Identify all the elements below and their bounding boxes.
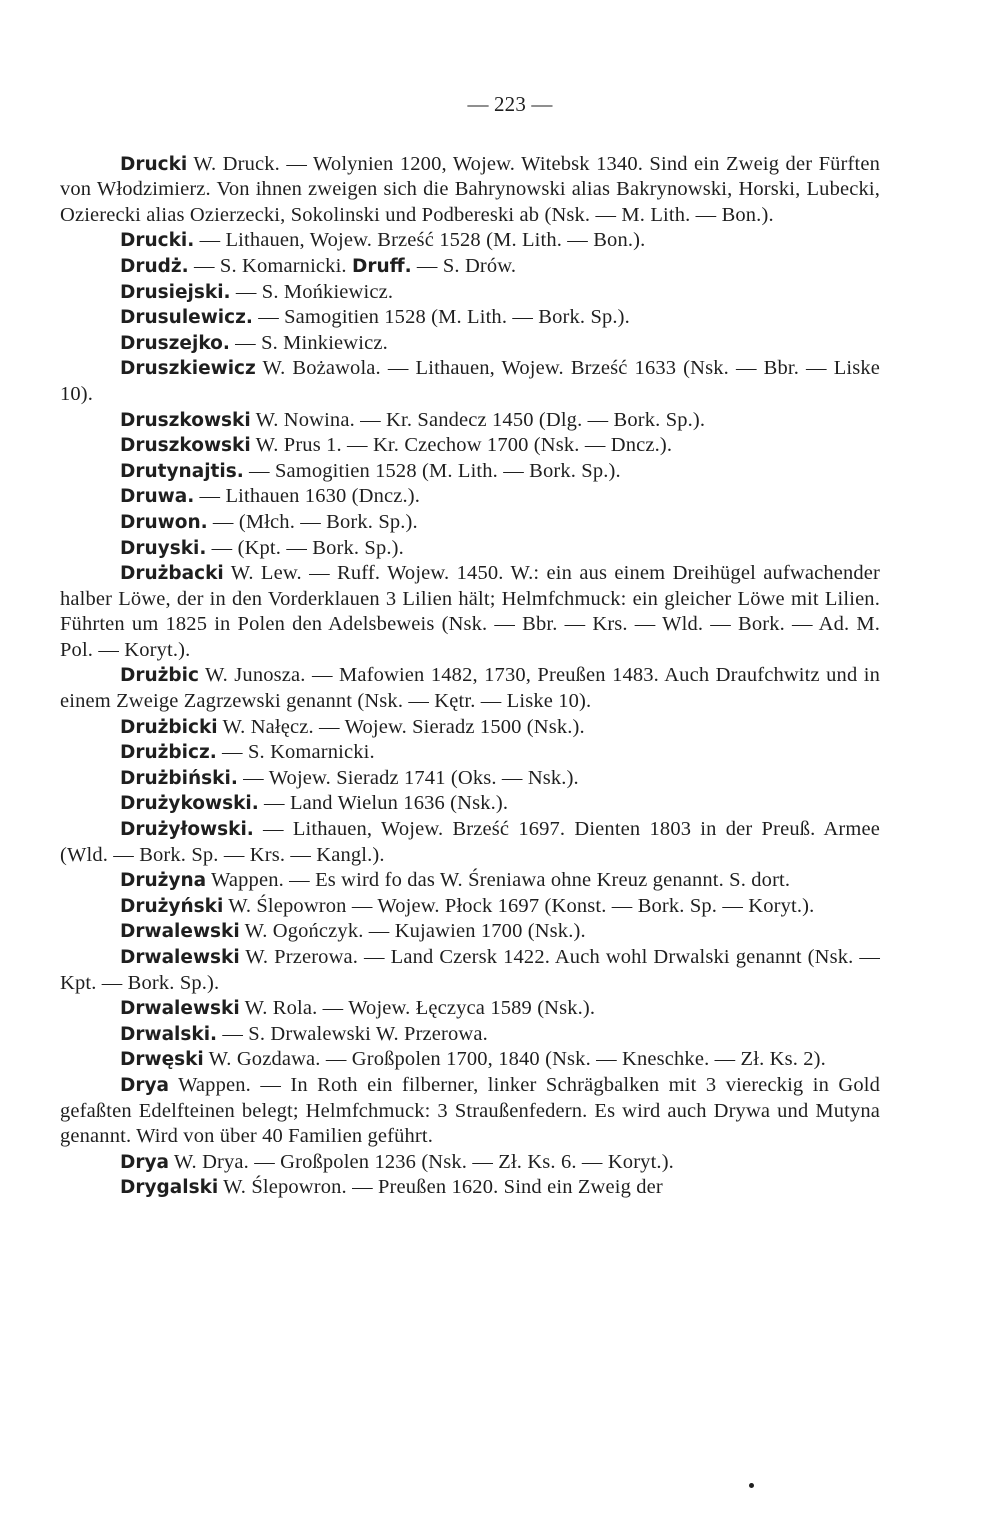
entry-text: — (Młch. — Bork. Sp.). xyxy=(207,510,418,533)
entry-name: Druff. xyxy=(351,255,412,277)
entry-name: Drwalski. xyxy=(120,1023,218,1045)
entry-name: Drwalewski xyxy=(120,947,240,968)
entry xyxy=(60,1073,880,1150)
entry xyxy=(60,996,880,1022)
entry xyxy=(60,356,880,407)
entry-list xyxy=(60,152,880,1201)
entry-name: Drużbicki xyxy=(120,716,218,738)
entry-text: — Samogitien 1528 (M. Lith. — Bork. Sp.). xyxy=(243,459,621,482)
entry-text: W. Bożawola. — Lithauen, Wojew. Brześć 1633 (Nsk. — Bbr. — Liske 10). xyxy=(60,357,880,405)
entry-text: Wappen. — Es wird fo das W. Śreniawa ohne Kreuz genannt. S. dort. xyxy=(206,869,791,892)
entry-name: Drużyna xyxy=(120,870,207,892)
entry xyxy=(60,280,880,306)
entry-name: Druszkowski xyxy=(120,409,251,431)
entry xyxy=(60,408,880,434)
entry-text: W. Ogończyk. — Kujawien 1700 (Nsk.). xyxy=(239,920,586,943)
entry xyxy=(60,894,880,920)
entry-text: W. Ślepowron. — Preußen 1620. Sind ein Zweig der xyxy=(218,1176,663,1199)
entry xyxy=(60,152,880,229)
entry-name: Drwalewski xyxy=(120,921,240,943)
entry-name: Drwęski xyxy=(120,1049,204,1071)
entry-text: W. Drya. — Großpolen 1236 (Nsk. — Zł. Ks. 6. — Koryt.). xyxy=(169,1150,674,1173)
entry xyxy=(60,305,880,331)
entry-text: W. Ślepowron — Wojew. Płock 1697 (Konst. — Bork. Sp. — Koryt.). xyxy=(223,894,815,917)
entry xyxy=(60,433,880,459)
entry-name: Druyski. xyxy=(120,537,207,559)
entry-name: Drusiejski. xyxy=(120,281,231,303)
entry xyxy=(60,919,880,945)
entry-text: — Samogitien 1528 (M. Lith. — Bork. Sp.). xyxy=(252,306,630,329)
entry xyxy=(60,510,880,536)
entry xyxy=(60,1047,880,1073)
entry-name: Drwalewski xyxy=(120,998,240,1020)
entry-name: Druszkowski xyxy=(120,435,251,457)
entry-text: — Land Wielun 1636 (Nsk.). xyxy=(258,792,509,815)
dictionary-page xyxy=(60,92,880,1201)
entry-text: — S. Drwalewski W. Przerowa. xyxy=(217,1022,488,1045)
entry-name: Druwon. xyxy=(120,511,208,533)
entry xyxy=(60,868,880,894)
entry-name: Drużbacki xyxy=(120,563,224,585)
entry-text: W. Przerowa. — Land Czersk 1422. Auch wohl Drwalski genannt (Nsk. — Kpt. — Bork. Sp.). xyxy=(60,946,880,994)
entry-name: Drużbic xyxy=(120,665,199,687)
entry-text: W. Nowina. — Kr. Sandecz 1450 (Dlg. — Bork. Sp.). xyxy=(250,408,706,431)
entry-name: Druszejko. xyxy=(120,332,230,354)
entry-name: Drużykowski. xyxy=(120,793,259,815)
entry-text: — S. Komarnicki. xyxy=(216,741,375,764)
entry xyxy=(60,254,880,280)
entry-name: Drygalski xyxy=(120,1177,219,1199)
entry xyxy=(60,1175,880,1201)
entry-text: — S. Drów. xyxy=(411,254,517,277)
entry-name: Drutynajtis. xyxy=(120,460,244,482)
entry-name: Drużyłowski. xyxy=(120,819,254,841)
page-number: — 223 — xyxy=(467,92,553,116)
entry xyxy=(60,715,880,741)
entry xyxy=(60,945,880,996)
entry xyxy=(60,663,880,714)
entry-name: Drucki. xyxy=(120,230,195,252)
entry-text: — S. Mońkiewicz. xyxy=(230,280,394,303)
entry-text: — Lithauen, Wojew. Brześć 1528 (M. Lith. — Bon.). xyxy=(194,229,646,252)
entry xyxy=(60,740,880,766)
entry-name: Drucki xyxy=(120,153,188,175)
entry-text: Wappen. — In Roth ein filberner, linker Schrägbalken mit 3 viereckig in Gold gefaßten Edelfteinen belegt; Helmfchmuck: 3 Straußenfedern. Es wird auch Drywa und Mutyna genannt. Wird von über 40 Familien geführt. xyxy=(60,1073,880,1148)
entry xyxy=(60,228,880,254)
entry-text: W. Gozdawa. — Großpolen 1700, 1840 (Nsk. — Kneschke. — Zł. Ks. 2). xyxy=(203,1048,826,1071)
entry-text: W. Nałęcz. — Wojew. Sieradz 1500 (Nsk.). xyxy=(217,715,585,738)
entry-text: — Lithauen 1630 (Dncz.). xyxy=(194,485,421,508)
entry-name: Druwa. xyxy=(120,486,195,508)
entry-name: Drużyński xyxy=(120,895,224,917)
entry-name: Drya xyxy=(120,1151,170,1173)
entry-name: Drużbicz. xyxy=(120,742,217,764)
entry-name: Drusulewicz. xyxy=(120,307,253,329)
entry-text: W. Lew. — Ruff. Wojew. 1450. W.: ein aus einem Dreihügel aufwachender halber Löwe, der in den Vorderklauen 3 Lilien hält; Helmfchmuck: ein gleicher Löwe mit Lilien. Führten um 1825 in Polen den Adelsbeweis (Nsk. — Bbr. — Krs. — Wld. — Bork. — Ad. M. Pol. — Koryt.). xyxy=(60,562,880,661)
entry-text: — Wojew. Sieradz 1741 (Oks. — Nsk.). xyxy=(237,766,579,789)
entry-text: W. Prus 1. — Kr. Czechow 1700 (Nsk. — Dncz.). xyxy=(250,434,673,457)
entry xyxy=(60,459,880,485)
entry-name: Druszkiewicz xyxy=(120,358,256,380)
printer-mark xyxy=(749,1483,754,1488)
entry-text: — (Kpt. — Bork. Sp.). xyxy=(206,536,404,559)
entry xyxy=(60,561,880,663)
entry-name: Drużbiński. xyxy=(120,767,238,789)
entry-text: W. Druck. — Wolynien 1200, Wojew. Witebsk 1340. Sind ein Zweig der Fürften von Włodzimierz. Von ihnen zweigen sich die Bahrynowski alias Bakrynowski, Horski, Lubecki, Ozierecki alias Ozierzecki, Sokolinski und Podbereski ab (Nsk. — M. Lith. — Bon.). xyxy=(60,152,880,226)
entry-text: — Lithauen, Wojew. Brześć 1697. Dienten 1803 in der Preuß. Armee (Wld. — Bork. Sp. — Krs. — Kangl.). xyxy=(60,818,880,866)
entry-text: W. Junosza. — Mafowien 1482, 1730, Preußen 1483. Auch Draufchwitz und in einem Zweige Zagrzewski genannt (Nsk. — Kętr. — Liske 10). xyxy=(60,664,880,713)
entry-name: Drya xyxy=(120,1074,170,1096)
entry xyxy=(60,766,880,792)
entry-text: — S. Minkiewicz. xyxy=(229,331,388,354)
entry xyxy=(60,331,880,357)
entry xyxy=(60,791,880,817)
entry xyxy=(60,484,880,510)
entry-text: W. Rola. — Wojew. Łęczyca 1589 (Nsk.). xyxy=(239,997,596,1020)
entry xyxy=(60,1150,880,1176)
entry-name: Drudż. xyxy=(120,255,189,277)
entry xyxy=(60,817,880,868)
entry xyxy=(60,1022,880,1048)
entry xyxy=(60,536,880,562)
entry-text: — S. Komarnicki. xyxy=(188,254,352,277)
